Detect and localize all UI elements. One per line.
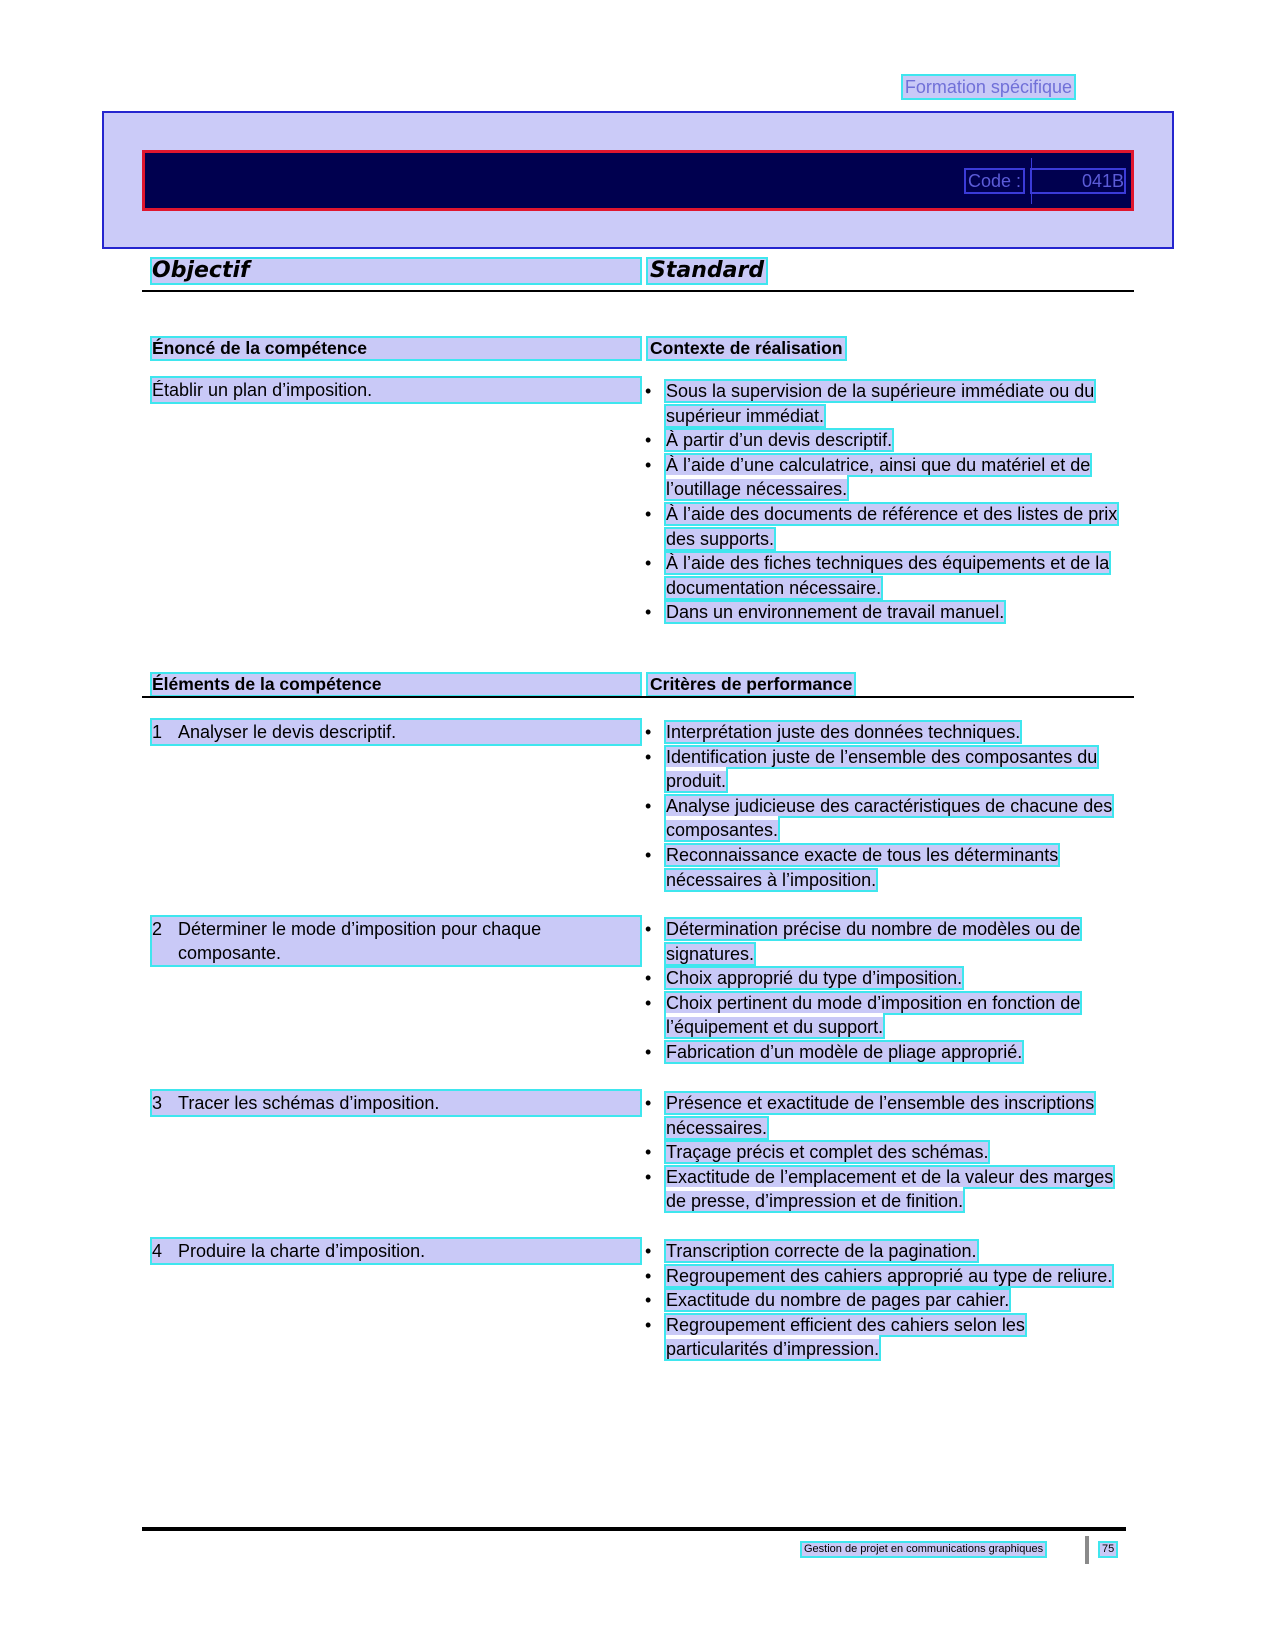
list-item: • À l’aide d’une calculatrice, ainsi que du matériel et de l’outillage nécessaires. (645, 453, 1125, 502)
element-3: 3 Tracer les schémas d’imposition. (152, 1091, 640, 1115)
list-item: • À partir d’un devis descriptif. (645, 428, 1125, 453)
contexte-list (645, 379, 1125, 625)
section-heading-elements: Éléments de la compétence (152, 674, 640, 695)
footer-rule (142, 1527, 1126, 1531)
list-item: • Transcription correcte de la pagination. (645, 1239, 1125, 1264)
section-heading-criteres: Critères de performance (650, 674, 853, 694)
list-item: • Identification juste de l’ensemble des composantes du produit. (645, 745, 1125, 794)
section-heading-enonce: Énoncé de la compétence (152, 338, 640, 359)
divider (142, 290, 1134, 292)
code-value: 041B (1032, 170, 1124, 192)
list-item: • Dans un environnement de travail manuel. (645, 600, 1125, 625)
list-item: • Détermination précise du nombre de modèles ou de signatures. (645, 917, 1125, 966)
list-item: • Sous la supervision de la supérieure immédiate ou du supérieur immédiat. (645, 379, 1125, 428)
list-item: • Choix pertinent du mode d’imposition en fonction de l’équipement et du support. (645, 991, 1125, 1040)
list-item: • Exactitude du nombre de pages par cahier. (645, 1288, 1125, 1313)
column-title-objectif: Objectif (152, 259, 640, 283)
criteria-list-4 (645, 1239, 1125, 1362)
column-title-standard: Standard (650, 258, 765, 283)
code-label: Code : (968, 171, 1022, 191)
page-number: 75 (1102, 1543, 1115, 1555)
list-item: • Choix approprié du type d’imposition. (645, 966, 1125, 991)
list-item: • Interprétation juste des données techniques. (645, 720, 1125, 745)
list-item: • Fabrication d’un modèle de pliage approprié. (645, 1040, 1125, 1065)
list-item: • Présence et exactitude de l’ensemble des inscriptions nécessaires. (645, 1091, 1125, 1140)
list-item: • Reconnaissance exacte de tous les déterminants nécessaires à l’imposition. (645, 843, 1125, 892)
footer-program-name: Gestion de projet en communications graphiques (804, 1543, 1044, 1555)
criteria-list-1 (645, 720, 1125, 892)
list-item: • À l’aide des documents de référence et des listes de prix des supports. (645, 502, 1125, 551)
list-item: • À l’aide des fiches techniques des équipements et de la documentation nécessaire. (645, 551, 1125, 600)
program-category-label: Formation spécifique (904, 77, 1072, 97)
list-item: • Regroupement des cahiers approprié au type de reliure. (645, 1264, 1125, 1289)
list-item: • Regroupement efficient des cahiers selon les particularités d’impression. (645, 1313, 1125, 1362)
divider (142, 696, 1134, 698)
criteria-list-3 (645, 1091, 1125, 1214)
element-2: 2 Déterminer le mode d’imposition pour chaque composante. (152, 917, 640, 965)
criteria-list-2 (645, 917, 1125, 1065)
list-item: • Exactitude de l’emplacement et de la valeur des marges de presse, d’impression et de finition. (645, 1165, 1125, 1214)
list-item: • Traçage précis et complet des schémas. (645, 1140, 1125, 1165)
element-4: 4 Produire la charte d’imposition. (152, 1239, 640, 1263)
section-heading-contexte: Contexte de réalisation (650, 338, 843, 358)
element-1: 1 Analyser le devis descriptif. (152, 720, 640, 744)
footer-separator (1085, 1536, 1089, 1564)
list-item: • Analyse judicieuse des caractéristiques de chacune des composantes. (645, 794, 1125, 843)
competence-statement: Établir un plan d’imposition. (152, 378, 640, 402)
